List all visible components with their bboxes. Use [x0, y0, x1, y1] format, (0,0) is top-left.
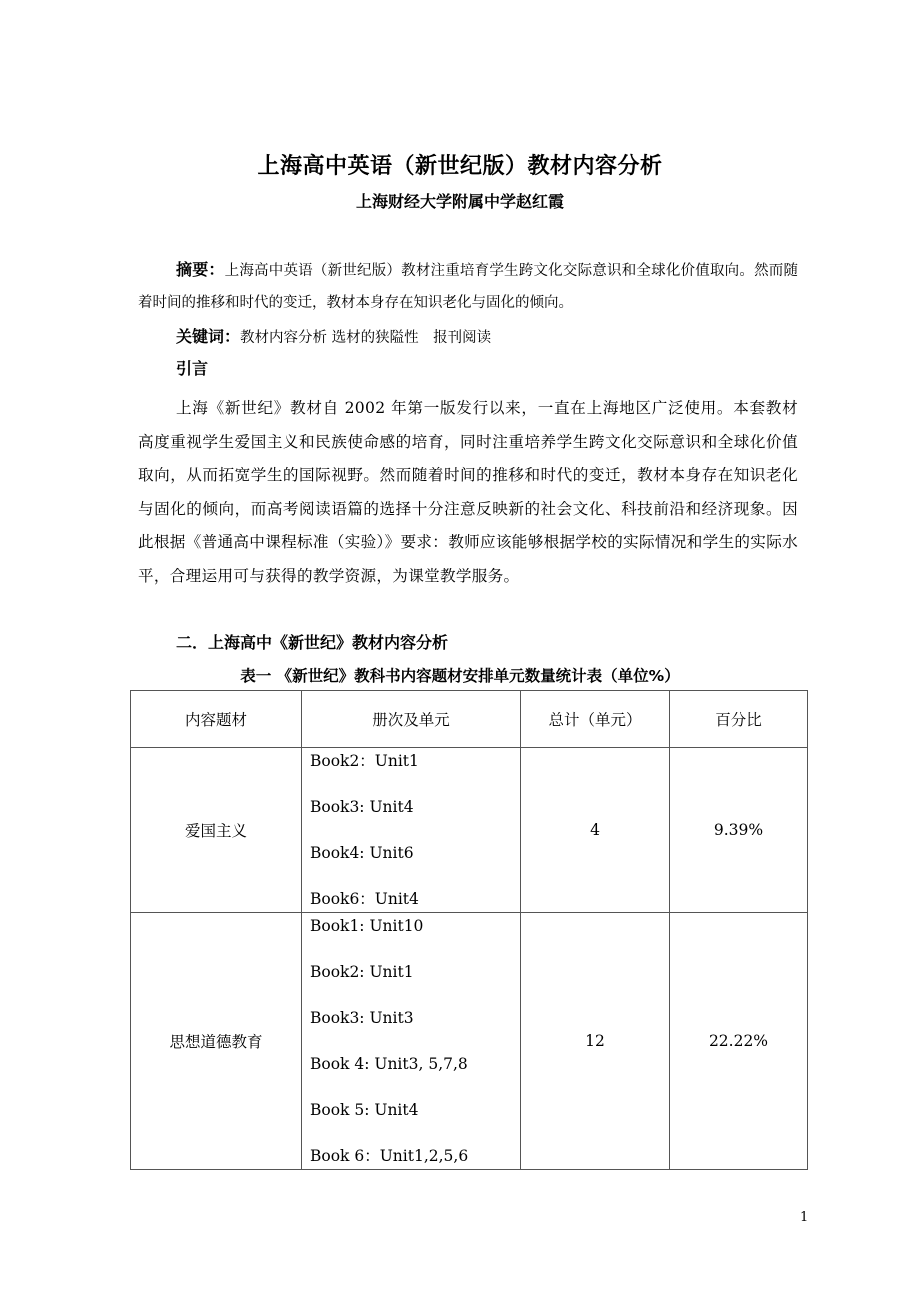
header-percent: 百分比	[670, 691, 808, 748]
document-title: 上海高中英语（新世纪版）教材内容分析	[257, 154, 663, 179]
total-cell: 12	[521, 913, 670, 1170]
statistics-table	[130, 690, 808, 1170]
keywords	[176, 322, 836, 353]
unit-entry: Book3: Unit3	[310, 1009, 414, 1027]
table-row	[131, 748, 808, 913]
unit-entry: Book 6：Unit1,2,5,6	[310, 1147, 469, 1165]
topic-cell: 爱国主义	[131, 748, 302, 913]
abstract	[138, 254, 798, 319]
table-row	[131, 913, 808, 1170]
table-caption: 表一 《新世纪》教科书内容题材安排单元数量统计表（单位%）	[240, 667, 680, 685]
header-total: 总计（单元）	[521, 691, 670, 748]
page-number: 1	[800, 1210, 809, 1225]
unit-entry: Book4: Unit6	[310, 844, 414, 862]
table-header-row	[131, 691, 808, 748]
abstract-label: 摘要：	[176, 260, 225, 279]
section-heading: 二．上海高中《新世纪》教材内容分析	[176, 633, 449, 652]
abstract-text: 上海高中英语（新世纪版）教材注重培育学生跨文化交际意识和全球化价值取向。然而随着时间的推移和时代的变迁，教材本身存在知识老化与固化的倾向。	[138, 263, 798, 311]
intro-heading: 引言	[176, 359, 209, 378]
percent-cell: 22.22%	[670, 913, 808, 1170]
topic-cell: 思想道德教育	[131, 913, 302, 1170]
keywords-label: 关键词：	[176, 327, 241, 346]
unit-entry: Book 5: Unit4	[310, 1101, 419, 1119]
header-units: 册次及单元	[302, 691, 521, 748]
unit-entry: Book 4: Unit3, 5,7,8	[310, 1055, 468, 1073]
unit-entry: Book6：Unit4	[310, 890, 419, 908]
header-topic: 内容题材	[131, 691, 302, 748]
intro-paragraph: 上海《新世纪》教材自 2002 年第一版发行以来，一直在上海地区广泛使用。本套教材高度重视学生爱国主义和民族使命感的培育，同时注重培养学生跨文化交际意识和全球化价值取向，从而拓宽学生的国际视野。然而随着时间的推移和时代的变迁，教材本身存在知识老化与固化的倾向，而高考阅读语篇的选择十分注意反映新的社会文化、科技前沿和经济现象。因此根据《普通高中课程标准（实验）》要求：教师应该能够根据学校的实际情况和学生的实际水平，合理运用可与获得的教学资源，为课堂教学服务。	[138, 399, 798, 585]
unit-entry: Book1: Unit10	[310, 917, 424, 935]
percent-cell: 9.39%	[670, 748, 808, 913]
unit-entry: Book2：Unit1	[310, 752, 419, 770]
keywords-text: 教材内容分析 选材的狭隘性 报刊阅读	[240, 330, 492, 346]
author-line: 上海财经大学附属中学赵红霞	[355, 192, 564, 211]
units-cell	[302, 913, 521, 1170]
units-cell	[302, 748, 521, 913]
total-cell: 4	[521, 748, 670, 913]
unit-entry: Book3: Unit4	[310, 798, 414, 816]
unit-entry: Book2: Unit1	[310, 963, 414, 981]
